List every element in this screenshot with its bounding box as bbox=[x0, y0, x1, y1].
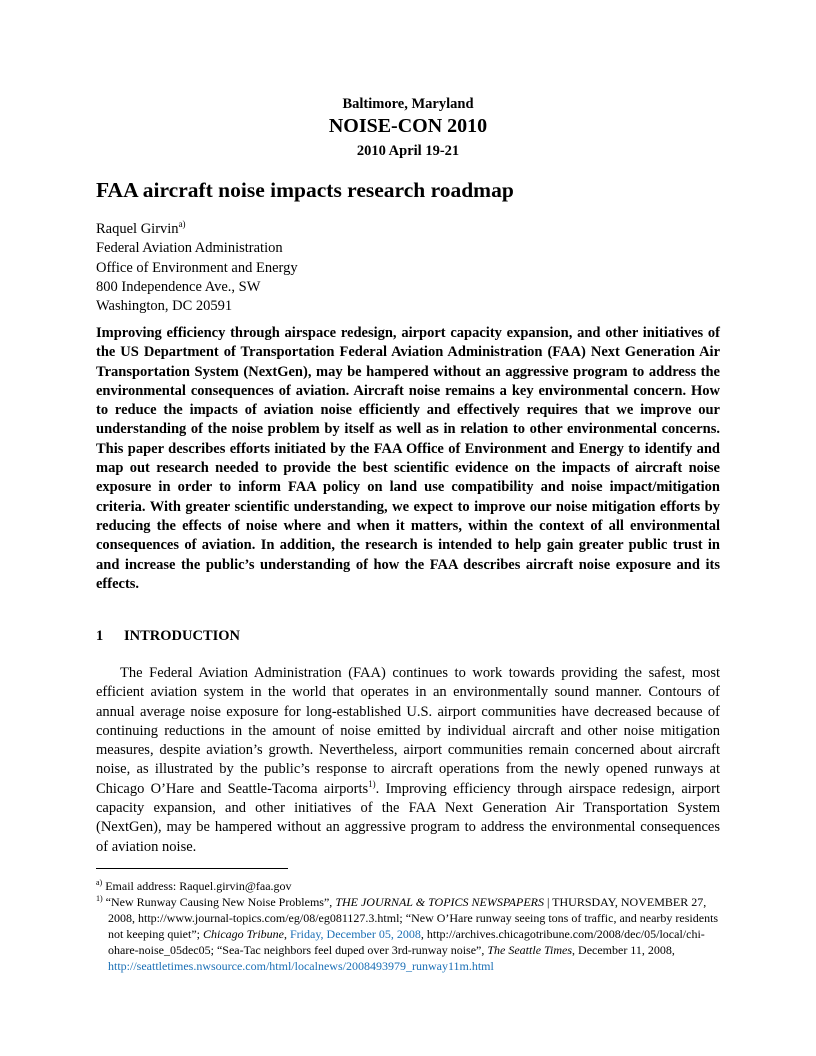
footnote-1-text-3: , bbox=[284, 927, 290, 941]
footnote-1-mark: 1) bbox=[96, 894, 103, 903]
reference-mark: 1) bbox=[368, 778, 376, 789]
affiliation-line-2: Office of Environment and Energy bbox=[96, 259, 298, 276]
paper-title: FAA aircraft noise impacts research roadmap bbox=[96, 178, 514, 202]
affiliation-line-4: Washington, DC 20591 bbox=[96, 298, 233, 315]
intro-text-part-1: The Federal Aviation Administration (FAA) continues to work towards providing the safest, most efficient aviation system in the world that operates in an environmentally sound manner. Contours of annual average noise exposure for long-established U.S. airport communities have decreased because of continuing reductions in the amount of noise emitted by individual aircraft and other noise mitigation measures, despite aviation’s growth. Nevertheless, airport communities remain concerned about aircraft noise, as illustrated by the public’s response to aircraft operations from the newly opened runways at Chicago O’Hare and Seattle-Tacoma airports bbox=[96, 665, 720, 797]
footnote-1-text-4: , http://archives.chicagotribune.com/2008/dec/05/local/chi-ohare-noise_05dec05; “Sea-Tac neighbors feel duped over 3rd-runway noise”, bbox=[108, 927, 705, 957]
conference-location: Baltimore, Maryland bbox=[342, 96, 474, 112]
conference-name: NOISE-CON 2010 bbox=[328, 115, 488, 137]
footnote-1-source-3: The Seattle Times bbox=[487, 943, 573, 957]
affiliation-line-3: 800 Independence Ave., SW bbox=[96, 278, 261, 295]
author-name: Raquel Girvin bbox=[96, 221, 179, 237]
intro-text-part-2: . Improving efficiency through airspace redesign, airport capacity expansion, and other initiatives of the FAA Next Generation Air Transportation System (NextGen), may be hampered without an aggressive program to address the environmental consequences of aviation noise. bbox=[96, 780, 720, 855]
conference-dates: 2010 April 19-21 bbox=[356, 143, 460, 159]
abstract: Improving efficiency through airspace redesign, airport capacity expansion, and other initiatives of the US Department of Transportation Federal Aviation Administration (FAA) Next Generation Air Transportation System (NextGen), may be hampered without an aggressive program to address the environmental consequences of aviation. Aircraft noise remains a key environmental concern. How to reduce the impacts of aviation noise efficiently and effectively requires that we improve our understanding of the noise problem by itself as well as in relation to other environmental concerns. This paper describes efforts initiated by the FAA Office of Environment and Energy to identify and map out research needed to provide the best scientific evidence on the impacts of aircraft noise exposure in order to inform FAA policy on land use compatibility and noise impact/mitigation criteria. With greater scientific understanding, we expect to improve our noise mitigation efforts by reducing the effects of noise where and when it matters, within the context of all environmental consequences of aviation. In addition, the research is intended to help gain greater public trust in and increase the public’s understanding of how the FAA describes aircraft noise exposure and its effects. bbox=[96, 325, 720, 592]
footnote-a-mark: a) bbox=[96, 878, 103, 887]
footnote-1-source-2: Chicago Tribune bbox=[202, 927, 284, 941]
footnote-1 bbox=[96, 894, 720, 974]
footnote-1-text-2: | THURSDAY, NOVEMBER 27, 2008, http://www.journal-topics.com/eg/08/eg081127.3.html; “New O’Hare runway seeing tons of traffic, and nearby residents not keeping quiet”; bbox=[108, 895, 719, 941]
footnote-1-source-1: THE JOURNAL & TOPICS NEWSPAPERS bbox=[335, 895, 544, 909]
section-number: 1 bbox=[96, 628, 104, 644]
footnote-a bbox=[96, 878, 720, 894]
footnote-divider bbox=[96, 868, 288, 869]
affiliation-line-1: Federal Aviation Administration bbox=[96, 240, 283, 257]
footnote-a-text: Email address: Raquel.girvin@faa.gov bbox=[102, 879, 292, 893]
author-block bbox=[96, 220, 298, 316]
author-name-line bbox=[96, 220, 298, 239]
section-heading bbox=[96, 628, 240, 645]
introduction-paragraph bbox=[96, 664, 720, 857]
section-title: INTRODUCTION bbox=[124, 628, 241, 644]
footnote-1-link-url[interactable]: http://seattletimes.nwsource.com/html/localnews/2008493979_runway11m.html bbox=[108, 959, 494, 973]
author-footnote-mark: a) bbox=[178, 219, 186, 230]
footnote-1-text-1: “New Runway Causing New Noise Problems”, bbox=[102, 895, 336, 909]
footnote-1-link-date[interactable]: Friday, December 05, 2008 bbox=[290, 927, 421, 941]
footnote-1-text-5: , December 11, 2008, bbox=[572, 943, 675, 957]
